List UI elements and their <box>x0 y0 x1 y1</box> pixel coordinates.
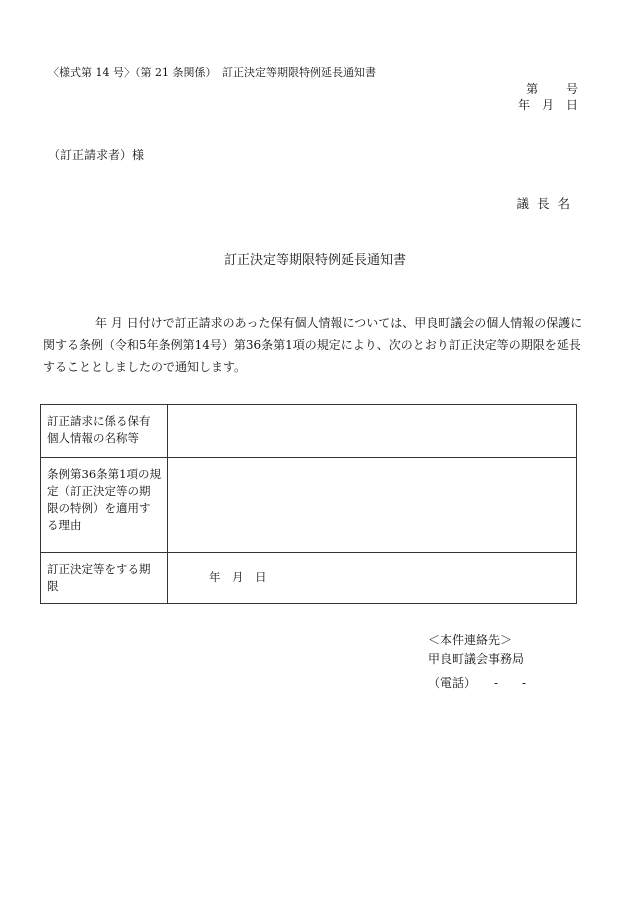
contact-office: 甲良町議会事務局 <box>428 652 525 666</box>
table-value-deadline <box>168 553 577 604</box>
document-date: 年 月 日 <box>517 98 578 112</box>
contact-phone: （電話） - - <box>428 676 527 690</box>
form-label: 〈様式第 14 号〉（第 21 条関係） 訂正決定等期限特例延長通知書 <box>48 66 376 79</box>
document-number: 第 号 <box>526 82 578 96</box>
deadline-date: 年 月 日 <box>209 570 267 584</box>
contact-heading: ＜本件連絡先＞ <box>428 633 513 647</box>
table-label-info-name: 訂正請求に係る保有個人情報の名称等 <box>41 405 168 458</box>
table-row <box>41 458 577 553</box>
table-label-deadline: 訂正決定等をする期限 <box>41 553 168 604</box>
table-row <box>41 553 577 604</box>
info-table <box>40 404 577 604</box>
table-value-reason <box>168 458 577 553</box>
table-row <box>41 405 577 458</box>
table-label-reason: 条例第36条第1項の規定（訂正決定等の期限の特例）を適用する理由 <box>41 458 168 553</box>
table-value-info-name <box>168 405 577 458</box>
recipient: （訂正請求者）様 <box>48 148 145 162</box>
body-paragraph: 年 月 日付けで訂正請求のあった保有個人情報については、甲良町議会の個人情報の保護に関する条例（令和5年条例第14号）第36条第1項の規定により、次のとおり訂正決定等の期限を延長することとしましたので通知します。 <box>43 316 583 374</box>
sender-name: 議 長 名 <box>516 196 572 211</box>
document-title: 訂正決定等期限特例延長通知書 <box>223 253 406 268</box>
